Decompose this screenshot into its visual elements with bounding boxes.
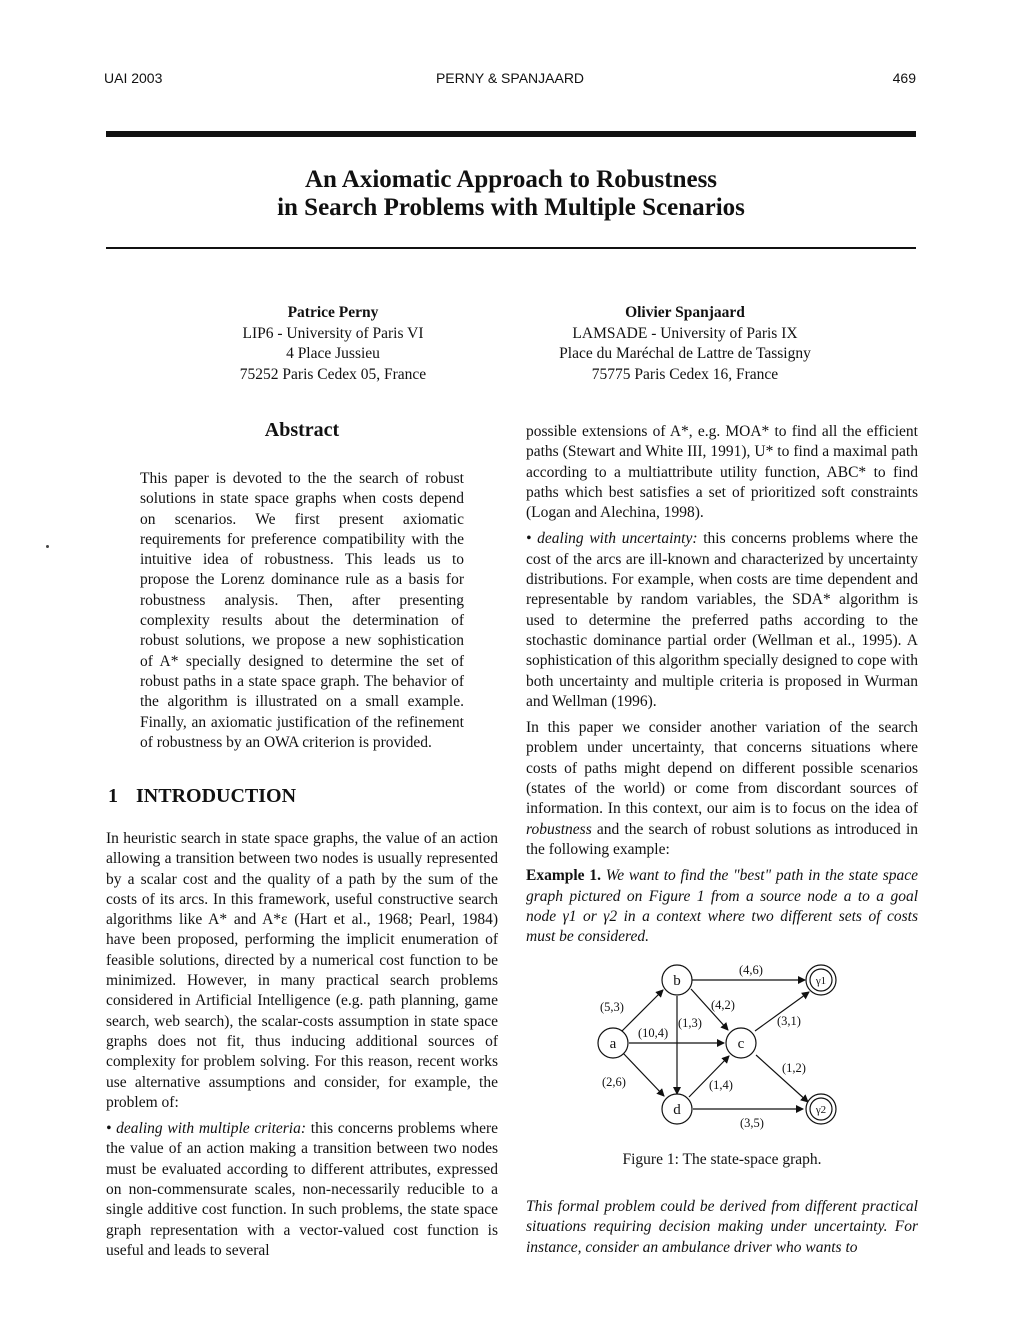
closing-text: This formal problem could be derived from different practical situations requiring decision making under uncertainty. For instance, consider an ambulance driver who wants to <box>526 1198 918 1256</box>
paper-title-line1: An Axiomatic Approach to Robustness <box>304 166 718 193</box>
bullet-uncertainty <box>526 529 918 712</box>
edge-label-a-c: (10,4) <box>638 1026 669 1040</box>
node-label-g1: γ1 <box>815 975 827 987</box>
bullet-text: this concerns problems where the cost of the arcs are ill-known and characterized by uncertainty distributions. For example, when costs are time dependent and representable by random variables, the SDA* algorithm is used to determine the preferred paths according to the stochastic dominance partial order (Wellman et al., 1995). A sophistication of this algorithm specially designed to cope with both uncertainty and multiple criteria is proposed in Wurman and Wellman (1996). <box>526 530 918 710</box>
paragraph-text: and the search of robust solutions as introduced in the following example: <box>526 820 918 858</box>
edge-label-a-d: (2,6) <box>602 1075 626 1089</box>
node-label-c: c <box>737 1036 745 1052</box>
page-number: 469 <box>892 70 916 86</box>
node-label-d: d <box>673 1102 681 1118</box>
closing-paragraph <box>526 1197 918 1258</box>
state-space-graph <box>560 955 890 1140</box>
paper-title <box>106 166 916 222</box>
bullet-multiple-criteria <box>106 1119 498 1261</box>
author-block-2 <box>515 303 855 385</box>
edge-label-b-c: (4,2) <box>711 998 735 1012</box>
author-name: Patrice Perny <box>287 304 379 321</box>
node-label-g2: γ2 <box>815 1104 827 1116</box>
author-city: 75775 Paris Cedex 16, France <box>591 365 779 383</box>
node-label-a: a <box>609 1036 617 1052</box>
edge-label-d-g2: (3,5) <box>740 1116 764 1130</box>
author-city: 75252 Paris Cedex 05, France <box>239 365 427 383</box>
figure-caption: Figure 1: The state-space graph. <box>622 1151 822 1168</box>
title-bottom-rule <box>106 247 916 249</box>
edge-label-c-g1: (3,1) <box>777 1014 801 1028</box>
running-head <box>104 70 916 90</box>
abstract-heading: Abstract <box>264 419 340 441</box>
scan-speck <box>46 545 49 548</box>
paragraph-text: In this paper we consider another variation of the search problem under uncertainty, that concerns situations where costs of paths might depend on different possible scenarios (states of the world) or come from discordant sources of information. In this context, our aim is to focus on the idea of <box>526 719 918 818</box>
continued-paragraph: possible extensions of A*, e.g. MOA* to find all the efficient paths (Stewart and White III, 1991), U* to find a maximal path according to a multiattribute utility function, ABC* to find paths which best satisfies a set of prioritized soft constraints (Logan and Alechina, 1998). <box>526 423 918 522</box>
example-text: We want to find the "best" path in the state space graph pictured on Figure 1 from a source node a to a goal node γ1 or γ2 in a context where two different sets of costs must be considered. <box>526 867 919 946</box>
author-address: 4 Place Jussieu <box>286 345 380 362</box>
abstract-text: This paper is devoted to the the search of robust solutions in state space graphs when costs depend on scenarios. We first present axiomatic requirements for preference compatibility with the intuitive idea of robustness. This leads us to propose the Lorenz dominance rule as a basis for robustness analysis. Then, after presenting complexity results about the determination of robust solutions, we propose a new sophistication of A* specially designed to determine the set of robust paths in a state space graph. The behavior of the algorithm is illustrated on a small example. Finally, an axiomatic justification of the refinement of robustness by an OWA criterion is provided. <box>140 470 464 751</box>
section-title: INTRODUCTION <box>136 785 297 807</box>
edge-label-d-c: (1,4) <box>709 1078 733 1092</box>
author-affiliation: LAMSADE - University of Paris IX <box>572 324 798 342</box>
example-label: Example 1. <box>526 867 601 885</box>
emphasis-robustness: robustness <box>526 820 592 838</box>
running-head-venue: UAI 2003 <box>104 70 163 86</box>
bullet-text: this concerns problems where the value of an action making a transition between two nodes must be evaluated according to different attributes, expressed on non-commensurate scales, non-necessarily reducible to a single additive cost function. In such problems, the state space graph representation with a vector-valued cost function is useful and leads to several <box>106 1120 499 1259</box>
title-top-rule <box>106 131 916 137</box>
bullet-label: • dealing with multiple criteria: <box>106 1120 307 1138</box>
edge-label-b-d: (1,3) <box>678 1016 702 1030</box>
author-affiliation: LIP6 - University of Paris VI <box>242 324 424 342</box>
edge-label-c-g2: (1,2) <box>782 1061 806 1075</box>
right-column-body <box>526 422 918 947</box>
paper-title-line2: in Search Problems with Multiple Scenarios <box>277 194 745 221</box>
example-1 <box>526 866 918 947</box>
edge-label-a-b: (5,3) <box>600 1000 624 1014</box>
section-heading <box>108 785 296 808</box>
bullet-label: • dealing with uncertainty: <box>526 530 698 548</box>
node-label-b: b <box>673 973 681 989</box>
left-column-body <box>106 829 498 1261</box>
author-name: Olivier Spanjaard <box>625 304 745 321</box>
running-head-authors: PERNY & SPANJAARD <box>435 70 585 86</box>
edge-label-b-g1: (4,6) <box>739 963 763 977</box>
robustness-paragraph <box>526 718 918 860</box>
section-number: 1 <box>108 785 118 807</box>
edge-a-d <box>623 1053 664 1096</box>
intro-paragraph: In heuristic search in state space graphs, the value of an action allowing a transition between two nodes is usually represented by a scalar cost and the quality of a path by the sum of the costs of its arcs. In this framework, useful constructive search algorithms like A* and A*ε (Hart et al., 1968; Pearl, 1984) have been proposed, performing the implicit enumeration of feasible solutions, directed by a numerical cost function to be minimized. However, in many practical search problems considered in Artificial Intelligence (e.g. path planning, game search, web search), the scalar-costs assumption in state space graphs does not fit, thus inducing additional sources of complexity for problem solving. For this reason, recent works use alternative assumptions and consider, for example, the problem of: <box>106 830 498 1111</box>
abstract-body <box>140 469 464 753</box>
author-address: Place du Maréchal de Lattre de Tassigny <box>559 345 811 362</box>
author-block-1 <box>163 303 503 385</box>
